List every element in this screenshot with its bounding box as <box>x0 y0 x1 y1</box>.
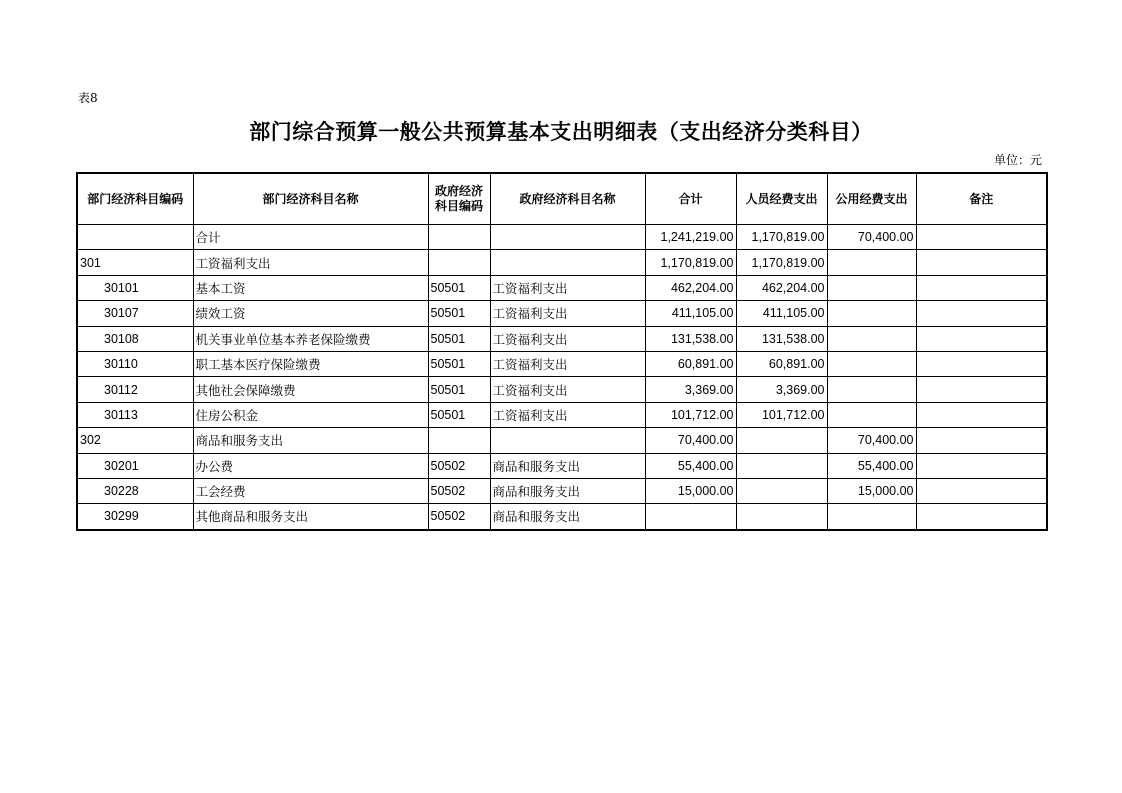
dept-name-cell: 职工基本医疗保险缴费 <box>193 351 428 376</box>
public-cell: 55,400.00 <box>827 453 916 478</box>
gov-name-cell: 商品和服务支出 <box>490 453 645 478</box>
gov-code-cell: 50501 <box>428 351 490 376</box>
personnel-cell <box>736 428 827 453</box>
note-cell <box>916 428 1047 453</box>
note-cell <box>916 351 1047 376</box>
public-cell: 70,400.00 <box>827 225 916 250</box>
gov-code-cell: 50502 <box>428 504 490 530</box>
dept-code-cell: 30112 <box>77 377 193 402</box>
personnel-cell: 60,891.00 <box>736 351 827 376</box>
table-row <box>77 402 1047 427</box>
total-cell <box>645 504 736 530</box>
note-cell <box>916 301 1047 326</box>
total-cell: 131,538.00 <box>645 326 736 351</box>
dept-code-cell: 30113 <box>77 402 193 427</box>
dept-code-cell: 30108 <box>77 326 193 351</box>
note-cell <box>916 225 1047 250</box>
public-cell <box>827 301 916 326</box>
gov-code-cell: 50501 <box>428 275 490 300</box>
gov-code-cell: 50501 <box>428 301 490 326</box>
dept-code-cell: 30201 <box>77 453 193 478</box>
personnel-cell: 131,538.00 <box>736 326 827 351</box>
total-cell: 70,400.00 <box>645 428 736 453</box>
dept-code-cell <box>77 225 193 250</box>
dept-code-cell: 30228 <box>77 478 193 503</box>
gov-code-cell: 50501 <box>428 377 490 402</box>
note-cell <box>916 250 1047 275</box>
column-header-gov-name: 政府经济科目名称 <box>490 173 645 225</box>
table-header-row <box>77 173 1047 225</box>
total-cell: 1,241,219.00 <box>645 225 736 250</box>
note-cell <box>916 453 1047 478</box>
table-row <box>77 377 1047 402</box>
personnel-cell <box>736 478 827 503</box>
dept-code-cell: 30107 <box>77 301 193 326</box>
note-cell <box>916 326 1047 351</box>
table-row <box>77 326 1047 351</box>
personnel-cell: 1,170,819.00 <box>736 250 827 275</box>
gov-name-cell: 商品和服务支出 <box>490 504 645 530</box>
gov-name-cell: 工资福利支出 <box>490 402 645 427</box>
column-header-gov-code: 政府经济科目编码 <box>428 173 490 225</box>
column-header-dept-code: 部门经济科目编码 <box>77 173 193 225</box>
gov-name-cell <box>490 428 645 453</box>
note-cell <box>916 275 1047 300</box>
public-cell: 15,000.00 <box>827 478 916 503</box>
dept-name-cell: 绩效工资 <box>193 301 428 326</box>
dept-code-cell: 30299 <box>77 504 193 530</box>
public-cell <box>827 402 916 427</box>
column-header-personnel: 人员经费支出 <box>736 173 827 225</box>
column-header-public: 公用经费支出 <box>827 173 916 225</box>
table-row <box>77 275 1047 300</box>
table-row <box>77 428 1047 453</box>
note-cell <box>916 504 1047 530</box>
table-row <box>77 478 1047 503</box>
personnel-cell: 1,170,819.00 <box>736 225 827 250</box>
gov-name-cell <box>490 250 645 275</box>
gov-name-cell: 工资福利支出 <box>490 351 645 376</box>
gov-code-cell: 50501 <box>428 402 490 427</box>
dept-name-cell: 工资福利支出 <box>193 250 428 275</box>
gov-code-cell: 50501 <box>428 326 490 351</box>
page-title: 部门综合预算一般公共预算基本支出明细表（支出经济分类科目） <box>249 120 873 144</box>
public-cell <box>827 250 916 275</box>
unit-label: 单位：元 <box>993 153 1042 167</box>
table-number: 表8 <box>78 91 98 105</box>
dept-code-cell: 30101 <box>77 275 193 300</box>
gov-code-cell <box>428 250 490 275</box>
table-row <box>77 301 1047 326</box>
table-row <box>77 453 1047 478</box>
dept-code-cell: 302 <box>77 428 193 453</box>
dept-name-cell: 机关事业单位基本养老保险缴费 <box>193 326 428 351</box>
personnel-cell: 462,204.00 <box>736 275 827 300</box>
total-cell: 3,369.00 <box>645 377 736 402</box>
dept-code-cell: 301 <box>77 250 193 275</box>
note-cell <box>916 478 1047 503</box>
public-cell <box>827 351 916 376</box>
personnel-cell: 3,369.00 <box>736 377 827 402</box>
personnel-cell: 411,105.00 <box>736 301 827 326</box>
budget-table <box>76 172 1048 531</box>
gov-name-cell <box>490 225 645 250</box>
personnel-cell: 101,712.00 <box>736 402 827 427</box>
note-cell <box>916 402 1047 427</box>
gov-name-cell: 工资福利支出 <box>490 301 645 326</box>
dept-name-cell: 工会经费 <box>193 478 428 503</box>
table-row <box>77 250 1047 275</box>
dept-name-cell: 住房公积金 <box>193 402 428 427</box>
gov-name-cell: 工资福利支出 <box>490 275 645 300</box>
total-cell: 60,891.00 <box>645 351 736 376</box>
table-row <box>77 504 1047 530</box>
dept-name-cell: 商品和服务支出 <box>193 428 428 453</box>
total-cell: 462,204.00 <box>645 275 736 300</box>
total-cell: 101,712.00 <box>645 402 736 427</box>
gov-code-cell: 50502 <box>428 453 490 478</box>
column-header-note: 备注 <box>916 173 1047 225</box>
dept-name-cell: 基本工资 <box>193 275 428 300</box>
gov-name-cell: 工资福利支出 <box>490 377 645 402</box>
gov-code-cell <box>428 428 490 453</box>
column-header-dept-name: 部门经济科目名称 <box>193 173 428 225</box>
public-cell <box>827 504 916 530</box>
total-cell: 55,400.00 <box>645 453 736 478</box>
personnel-cell <box>736 504 827 530</box>
total-cell: 1,170,819.00 <box>645 250 736 275</box>
public-cell: 70,400.00 <box>827 428 916 453</box>
dept-name-cell: 合计 <box>193 225 428 250</box>
dept-name-cell: 其他商品和服务支出 <box>193 504 428 530</box>
total-cell: 411,105.00 <box>645 301 736 326</box>
public-cell <box>827 275 916 300</box>
column-header-total: 合计 <box>645 173 736 225</box>
note-cell <box>916 377 1047 402</box>
table-row <box>77 225 1047 250</box>
public-cell <box>827 326 916 351</box>
table-row <box>77 351 1047 376</box>
total-cell: 15,000.00 <box>645 478 736 503</box>
gov-code-cell: 50502 <box>428 478 490 503</box>
gov-name-cell: 工资福利支出 <box>490 326 645 351</box>
dept-name-cell: 办公费 <box>193 453 428 478</box>
dept-code-cell: 30110 <box>77 351 193 376</box>
personnel-cell <box>736 453 827 478</box>
public-cell <box>827 377 916 402</box>
gov-code-cell <box>428 225 490 250</box>
dept-name-cell: 其他社会保障缴费 <box>193 377 428 402</box>
gov-name-cell: 商品和服务支出 <box>490 478 645 503</box>
